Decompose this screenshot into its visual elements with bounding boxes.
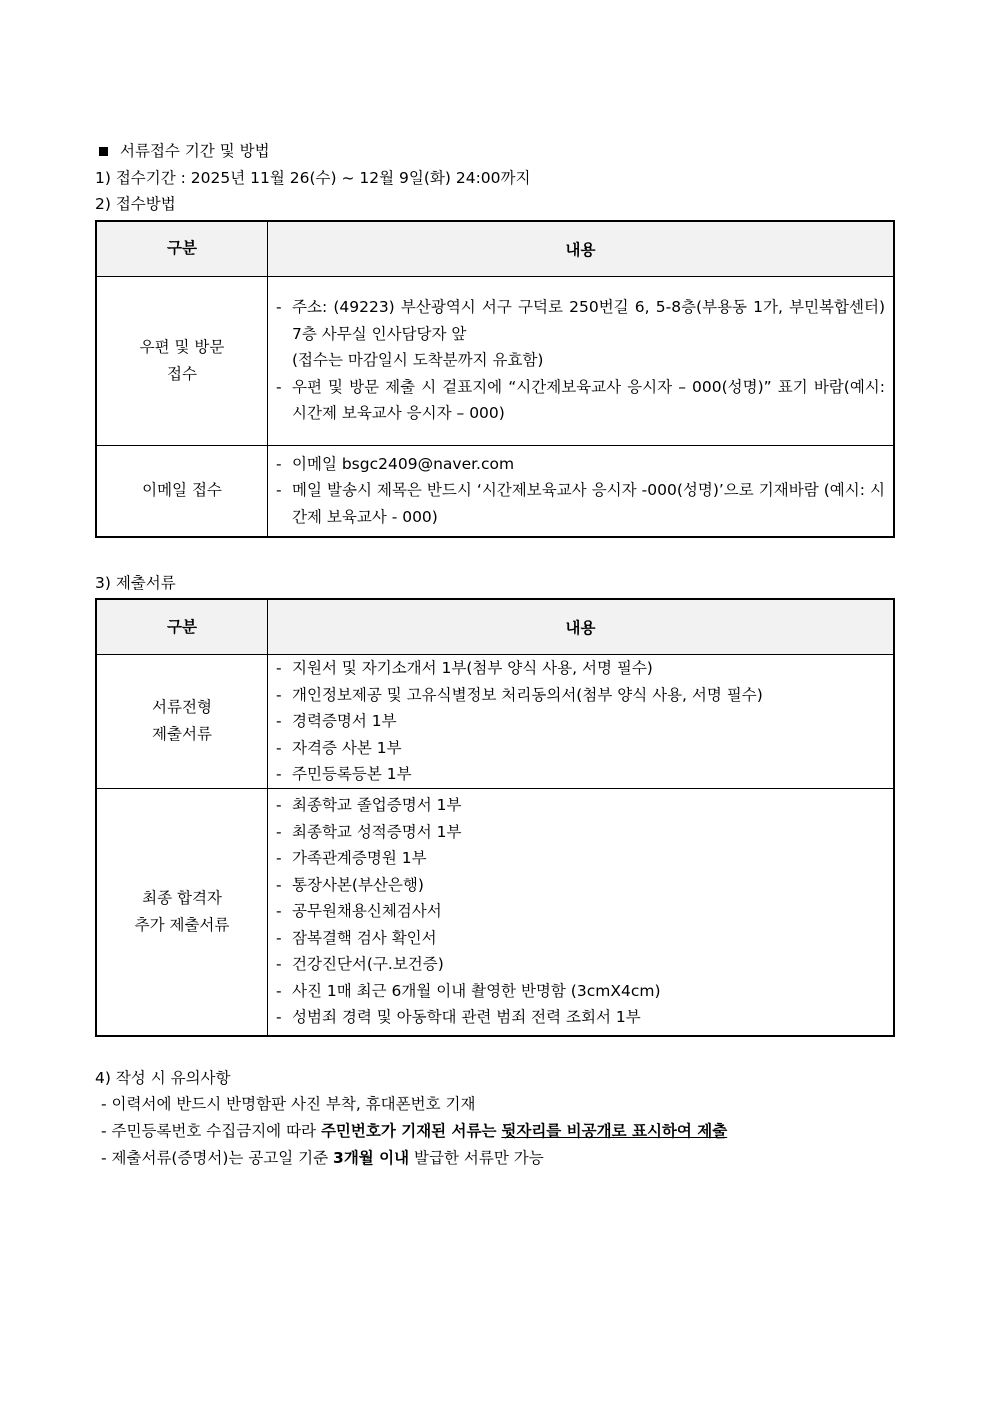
table-header-row xyxy=(96,221,894,277)
row-content xyxy=(268,655,895,789)
list-item: - 주소: (49223) 부산광역시 서구 구덕로 250번길 6, 5-8층(부용동 1가, 부민복합센터) 7층 사무실 인사담당자 앞 xyxy=(276,298,885,343)
document-page xyxy=(95,138,895,1172)
list-item: - 지원서 및 자기소개서 1부(첨부 양식 사용, 서명 필수) xyxy=(276,659,653,677)
list-item: - 이메일 bsgc2409@naver.com xyxy=(276,454,515,473)
list-item: - 개인정보제공 및 고유식별정보 처리동의서(첨부 양식 사용, 서명 필수) xyxy=(276,685,763,704)
row-content xyxy=(268,445,895,537)
table-header-row xyxy=(96,599,894,655)
section-title: 서류접수 기간 및 방법 xyxy=(95,138,895,165)
list-item: - 최종학교 졸업증명서 1부 xyxy=(276,796,462,815)
row-label: 우편 및 방문 접수 xyxy=(96,276,268,445)
header-category: 구분 xyxy=(96,221,268,277)
notes-heading: 4) 작성 시 유의사항 xyxy=(95,1068,231,1087)
method-heading: 2) 접수방법 xyxy=(95,195,176,213)
note-item: - 이력서에 반드시 반명함판 사진 부착, 휴대폰번호 기재 xyxy=(101,1095,476,1113)
list-item: - 주민등록등본 1부 xyxy=(276,765,412,783)
list-item: - 우편 및 방문 제출 시 겉표지에 “시간제보육교사 응시자 – 000(성명)” 표기 바람(예시: 시간제 보육교사 응시자 – 000) xyxy=(276,377,885,423)
note-item: - 주민등록번호 수집금지에 따라 주민번호가 기재된 서류는 뒷자리를 비공개로 표시하여 제출 xyxy=(101,1122,728,1140)
list-item: - 메일 발송시 제목은 반드시 ‘시간제보육교사 응시자 -000(성명)’으로 기재바람 (예시: 시간제 보육교사 - 000) xyxy=(276,481,885,526)
list-item: - 최종학교 성적증명서 1부 xyxy=(276,822,462,841)
row-label: 이메일 접수 xyxy=(96,445,268,537)
row-label: 서류전형 제출서류 xyxy=(96,655,268,789)
receipt-period: 1) 접수기간 : 2025년 11월 26(수) ~ 12월 9일(화) 24:00까지 xyxy=(95,168,531,187)
list-item: - 잠복결핵 검사 확인서 xyxy=(276,928,437,947)
table-row xyxy=(96,788,894,1036)
header-category: 구분 xyxy=(96,599,268,655)
row-content xyxy=(268,788,895,1036)
list-item: - 가족관계증명원 1부 xyxy=(276,849,427,868)
list-item: - 통장사본(부산은행) xyxy=(276,875,424,894)
table-row xyxy=(96,276,894,445)
header-content: 내용 xyxy=(268,221,895,277)
list-item: - 공무원채용신체검사서 xyxy=(276,902,442,921)
header-content: 내용 xyxy=(268,599,895,655)
list-item: - 사진 1매 최근 6개월 이내 촬영한 반명함 (3cmX4cm) xyxy=(276,981,661,1000)
documents-table xyxy=(95,598,895,1037)
list-item: - 성범죄 경력 및 아동학대 관련 범죄 전력 조회서 1부 xyxy=(276,1008,641,1027)
note-item: - 제출서류(증명서)는 공고일 기준 3개월 이내 발급한 서류만 가능 xyxy=(101,1149,544,1167)
square-bullet-icon xyxy=(99,147,108,156)
documents-heading: 3) 제출서류 xyxy=(95,573,176,592)
list-item: - 경력증명서 1부 xyxy=(276,712,397,730)
table-row xyxy=(96,445,894,537)
method-table xyxy=(95,220,895,538)
table-row xyxy=(96,655,894,789)
row-content xyxy=(268,276,895,445)
list-item: - 자격증 사본 1부 xyxy=(276,738,402,757)
list-item: (접수는 마감일시 도착분까지 유효함) xyxy=(292,351,544,370)
list-item: - 건강진단서(구.보건증) xyxy=(276,955,444,974)
row-label: 최종 합격자 추가 제출서류 xyxy=(96,788,268,1036)
